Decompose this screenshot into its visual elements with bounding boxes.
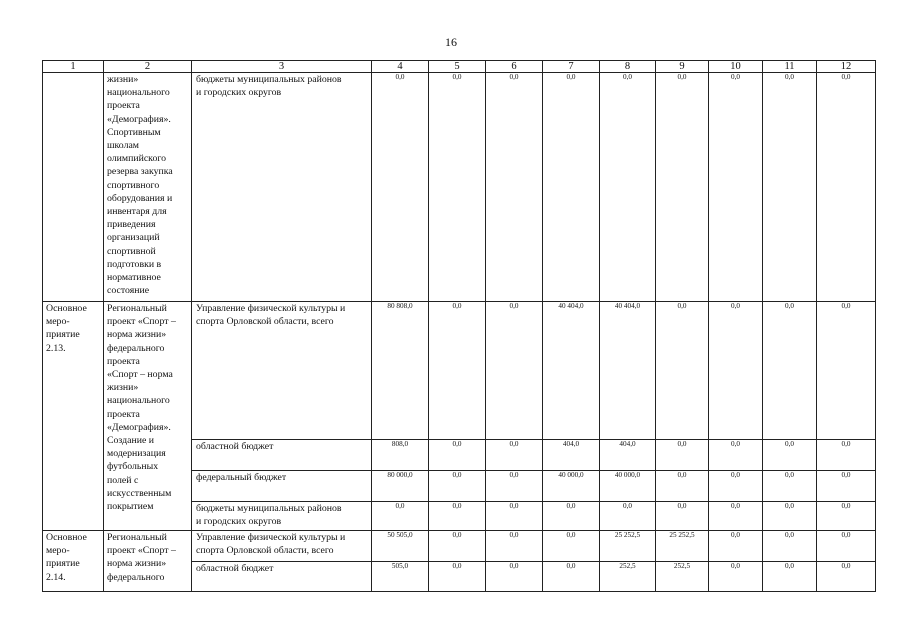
value-cell: 40 000,0 [600,471,656,502]
value-cell: 0,0 [486,562,543,592]
header-cell: 5 [429,61,486,73]
header-cell: 10 [709,61,763,73]
funding-source-cell: Управление физической культуры и спорта Орловской области, всего [192,531,372,562]
value-cell: 0,0 [486,440,543,471]
funding-source-cell: областной бюджет [192,440,372,471]
value-cell: 404,0 [543,440,600,471]
header-cell: 6 [486,61,543,73]
value-cell: 0,0 [709,502,763,531]
activity-description-cell: жизни» национального проекта «Демография». Спортивным школам олимпийского резерва закупка спортивного оборудования и инвентаря для приведения организаций спортивной подготовки в нормативное состояние [104,73,192,302]
table-row [43,531,876,562]
value-cell: 0,0 [709,531,763,562]
value-cell: 0,0 [763,73,817,302]
value-cell: 0,0 [817,502,876,531]
value-cell: 0,0 [763,531,817,562]
header-cell: 1 [43,61,104,73]
value-cell: 0,0 [656,302,709,440]
activity-code-cell: Основное меро- приятие 2.14. [43,531,104,592]
header-cell: 4 [372,61,429,73]
value-cell: 0,0 [763,302,817,440]
funding-source-cell: федеральный бюджет [192,471,372,502]
value-cell: 0,0 [656,440,709,471]
value-cell: 0,0 [543,531,600,562]
value-cell: 0,0 [817,562,876,592]
value-cell: 0,0 [543,502,600,531]
activity-description-cell: Региональный проект «Спорт – норма жизни» федерального [104,531,192,592]
value-cell: 80 000,0 [372,471,429,502]
value-cell: 0,0 [600,502,656,531]
value-cell: 0,0 [429,302,486,440]
table-row [43,302,876,440]
value-cell: 0,0 [543,73,600,302]
value-cell: 0,0 [817,471,876,502]
table-row [43,73,876,302]
value-cell: 252,5 [600,562,656,592]
value-cell: 252,5 [656,562,709,592]
value-cell: 0,0 [709,562,763,592]
value-cell: 0,0 [429,73,486,302]
value-cell: 40 404,0 [543,302,600,440]
value-cell: 0,0 [429,502,486,531]
header-cell: 9 [656,61,709,73]
value-cell: 0,0 [709,440,763,471]
value-cell: 0,0 [429,562,486,592]
value-cell: 0,0 [486,73,543,302]
value-cell: 0,0 [709,73,763,302]
value-cell: 0,0 [429,440,486,471]
budget-table [42,60,876,592]
value-cell: 0,0 [709,471,763,502]
header-cell: 7 [543,61,600,73]
funding-source-cell: Управление физической культуры и спорта Орловской области, всего [192,302,372,440]
value-cell: 0,0 [656,73,709,302]
header-cell: 3 [192,61,372,73]
value-cell: 25 252,5 [600,531,656,562]
funding-source-cell: областной бюджет [192,562,372,592]
value-cell: 0,0 [543,562,600,592]
value-cell: 0,0 [372,502,429,531]
activity-code-cell [43,73,104,302]
header-cell: 8 [600,61,656,73]
value-cell: 0,0 [429,471,486,502]
funding-source-cell: бюджеты муниципальных районов и городских округов [192,73,372,302]
value-cell: 505,0 [372,562,429,592]
value-cell: 0,0 [656,502,709,531]
value-cell: 808,0 [372,440,429,471]
header-row [43,61,876,73]
value-cell: 0,0 [763,471,817,502]
value-cell: 404,0 [600,440,656,471]
value-cell: 0,0 [817,302,876,440]
value-cell: 0,0 [486,502,543,531]
page-number: 16 [445,35,457,49]
value-cell: 40 404,0 [600,302,656,440]
value-cell: 0,0 [763,562,817,592]
value-cell: 0,0 [429,531,486,562]
value-cell: 0,0 [486,531,543,562]
value-cell: 80 808,0 [372,302,429,440]
value-cell: 0,0 [486,471,543,502]
value-cell: 0,0 [817,73,876,302]
activity-code-cell: Основное меро- приятие 2.13. [43,302,104,531]
value-cell: 0,0 [486,302,543,440]
value-cell: 25 252,5 [656,531,709,562]
value-cell: 0,0 [709,302,763,440]
funding-source-cell: бюджеты муниципальных районов и городских округов [192,502,372,531]
value-cell: 0,0 [763,440,817,471]
value-cell: 0,0 [372,73,429,302]
value-cell: 40 000,0 [543,471,600,502]
header-cell: 11 [763,61,817,73]
value-cell: 50 505,0 [372,531,429,562]
activity-description-cell: Региональный проект «Спорт – норма жизни» федерального проекта «Спорт – норма жизни» национального проекта «Демография». Создание и модернизация футбольных полей с искусственным покрытием [104,302,192,531]
header-cell: 12 [817,61,876,73]
value-cell: 0,0 [817,440,876,471]
value-cell: 0,0 [656,471,709,502]
value-cell: 0,0 [763,502,817,531]
value-cell: 0,0 [817,531,876,562]
value-cell: 0,0 [600,73,656,302]
header-cell: 2 [104,61,192,73]
